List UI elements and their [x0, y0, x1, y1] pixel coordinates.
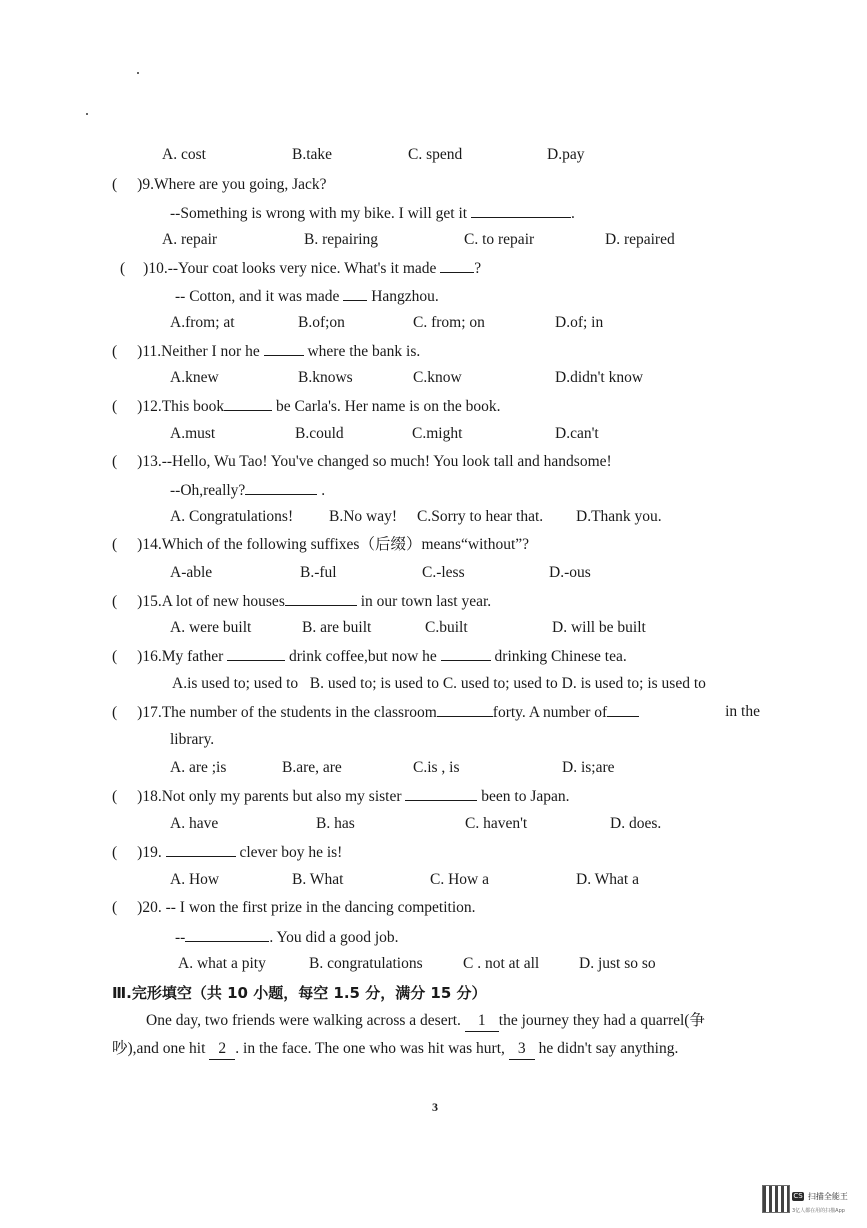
q15-option-b: B. are built [302, 619, 372, 636]
q13-option-c: C.Sorry to hear that. [417, 508, 544, 525]
q20-option-b: B. congratulations [309, 955, 423, 972]
q9-stem: ( )9.Where are you going, Jack? [112, 176, 327, 193]
q17-option-c: C.is , is [413, 759, 460, 776]
cloze-paragraph-line1: One day, two friends were walking across a desert. 1 the journey they had a quarrel(争 [146, 1011, 705, 1032]
q14-option-d: D.-ous [549, 564, 591, 581]
scan-speck [137, 72, 139, 74]
q15-option-a: A. were built [170, 619, 252, 636]
q17-option-a: A. are ;is [170, 759, 227, 776]
scanner-watermark [792, 1187, 848, 1214]
q18-stem: ( )18.Not only my parents but also my sister been to Japan. [112, 788, 570, 805]
q17-option-b: B.are, are [282, 759, 342, 776]
q19-option-b: B. What [292, 871, 344, 888]
cloze-blank-3: 3 [509, 1039, 535, 1060]
q14-option-c: C.-less [422, 564, 465, 581]
q11-option-c: C.know [413, 369, 462, 386]
q8-option-c: C. spend [408, 146, 463, 163]
q19-option-c: C. How a [430, 871, 489, 888]
q20-option-d: D. just so so [579, 955, 656, 972]
q9-option-a: A. repair [162, 231, 218, 248]
q10-option-b: B.of;on [298, 314, 345, 331]
q15-option-c: C.built [425, 619, 468, 636]
q20-option-a: A. what a pity [178, 955, 266, 972]
q20-option-c: C . not at all [463, 955, 540, 972]
q18-option-b: B. has [316, 815, 355, 832]
q10-option-d: D.of; in [555, 314, 604, 331]
q14-option-a: A-able [170, 564, 213, 581]
q18-option-d: D. does. [610, 815, 662, 832]
q10-line2: -- Cotton, and it was made Hangzhou. [175, 288, 439, 305]
q17-stem: ( )17.The number of the students in the classroom forty. A number of in the [112, 703, 760, 721]
q10-option-c: C. from; on [413, 314, 485, 331]
scan-speck [86, 113, 88, 115]
q9-option-b: B. repairing [304, 231, 379, 248]
q12-option-a: A.must [170, 425, 216, 442]
q11-stem: ( )11.Neither I nor he where the bank is. [112, 343, 421, 360]
qr-code-icon [762, 1185, 790, 1213]
scanner-logo-icon: CS [793, 1191, 803, 1200]
q19-stem: ( )19. clever boy he is! [112, 844, 343, 861]
q18-option-a: A. have [170, 815, 219, 832]
q17-option-d: D. is;are [562, 759, 615, 776]
scanner-title: 扫描全能王 [807, 1191, 848, 1201]
q12-stem: ( )12.This book be Carla's. Her name is on the book. [112, 398, 501, 415]
cloze-paragraph-line2: 吵),and one hit 2 . in the face. The one who was hit was hurt, 3 he didn't say anything. [112, 1039, 678, 1060]
q8-option-b: B.take [292, 146, 333, 163]
q13-stem: ( )13.--Hello, Wu Tao! You've changed so much! You look tall and handsome! [112, 453, 612, 470]
q9-line2: --Something is wrong with my bike. I will get it . [170, 205, 575, 222]
q8-option-d: D.pay [547, 146, 585, 163]
q8-option-a: A. cost [162, 146, 206, 163]
q17-line2: library. [170, 731, 215, 748]
q11-option-d: D.didn't know [555, 369, 644, 386]
q15-stem: ( )15.A lot of new houses in our town last year. [112, 593, 492, 610]
q18-option-c: C. haven't [465, 815, 528, 832]
q14-stem: ( )14.Which of the following suffixes（后缀）means“without”? [112, 536, 530, 553]
q16-stem: ( )16.My father drink coffee,but now he drinking Chinese tea. [112, 648, 627, 665]
q12-option-c: C.might [412, 425, 463, 442]
q19-option-d: D. What a [576, 871, 639, 888]
q12-option-d: D.can't [555, 425, 599, 442]
q9-option-c: C. to repair [464, 231, 535, 248]
page-number: 3 [432, 1100, 438, 1114]
q13-option-a: A. Congratulations! [170, 508, 294, 525]
q11-option-b: B.knows [298, 369, 353, 386]
q20-line2: -- . You did a good job. [175, 929, 399, 946]
q15-option-d: D. will be built [552, 619, 646, 636]
q12-option-b: B.could [295, 425, 344, 442]
scanner-subtitle: 3亿人都在用的扫描App [792, 1208, 845, 1214]
q13-option-b: B.No way! [329, 508, 398, 525]
q16-options: A.is used to; used to B. used to; is used to C. used to; used to D. is used to; is used to [172, 675, 706, 692]
q11-option-a: A.knew [170, 369, 219, 386]
cloze-blank-1: 1 [465, 1011, 499, 1032]
q10-stem: ( )10.--Your coat looks very nice. What's it made ? [120, 260, 482, 277]
q13-option-d: D.Thank you. [576, 508, 662, 525]
q14-option-b: B.-ful [300, 564, 337, 581]
cloze-blank-2: 2 [209, 1039, 235, 1060]
q9-option-d: D. repaired [605, 231, 675, 248]
section-heading: Ⅲ.完形填空（共 10 小题，每空 1.5 分，满分 15 分） [112, 984, 487, 1002]
q20-stem: ( )20. -- I won the first prize in the dancing competition. [112, 899, 476, 916]
q19-option-a: A. How [170, 871, 220, 888]
q10-option-a: A.from; at [170, 314, 235, 331]
q13-line2: --Oh,really? . [170, 482, 326, 499]
